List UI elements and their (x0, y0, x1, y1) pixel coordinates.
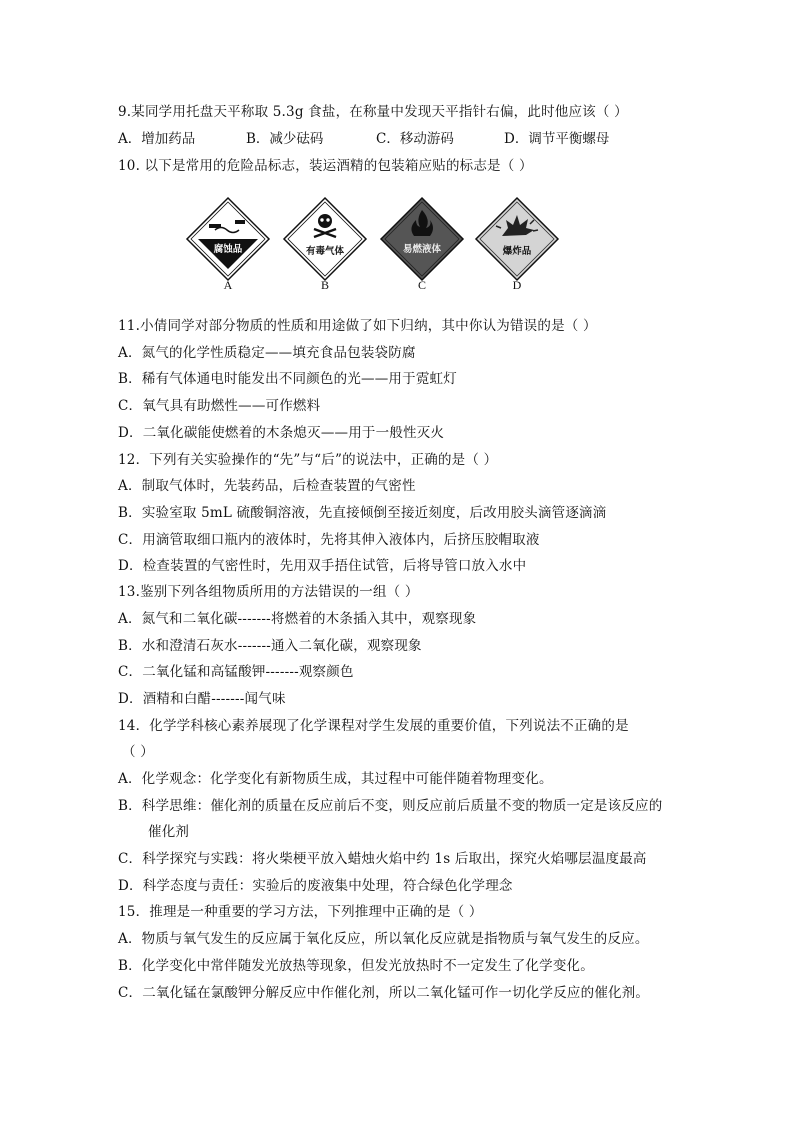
sign-a-letter: A (223, 278, 233, 292)
q9-option-a: A．增加药品 (118, 131, 196, 147)
sign-b-letter: B (320, 278, 329, 292)
q15-stem: 15．推理是一种重要的学习方法，下列推理中正确的是（ ） (118, 904, 483, 920)
q11-option-d: D．二氧化碳能使燃着的木条熄灭——用于一般性灭火 (118, 425, 445, 441)
explosion-icon (474, 196, 560, 282)
q9-option-b: B．减少砝码 (246, 131, 324, 147)
skull-crossbones-icon (282, 196, 368, 282)
q12-option-d: D．检查装置的气密性时，先用双手捂住试管，后将导管口放入水中 (118, 558, 527, 574)
sign-d-letter: D (512, 278, 522, 292)
sign-c-flammable-liquid (379, 196, 465, 292)
hazard-signs (180, 196, 560, 296)
q14-option-c: C．科学探究与实践：将火柴梗平放入蜡烛火焰中约 1s 后取出，探究火焰哪层温度最高 (118, 851, 647, 867)
sign-d-explosive (474, 196, 560, 292)
corrosive-icon (185, 196, 271, 282)
q12-option-a: A．制取气体时，先装药品，后检查装置的气密性 (118, 478, 416, 494)
sign-d-label: 爆炸品 (502, 246, 532, 257)
sign-a-label: 腐蚀品 (213, 244, 243, 255)
sign-c-label: 易燃液体 (402, 244, 442, 255)
q11-option-c: C．氧气具有助燃性——可作燃料 (118, 398, 321, 414)
flame-icon (379, 196, 465, 282)
q14-option-b: B．科学思维：催化剂的质量在反应前后不变，则反应前后质量不变的物质一定是该反应的 (118, 798, 663, 814)
q14-stem: 14．化学学科核心素养展现了化学课程对学生发展的重要价值，下列说法不正确的是 (118, 718, 629, 734)
q15-option-b: B．化学变化中常伴随发光放热等现象，但发光放热时不一定发生了化学变化。 (118, 958, 594, 974)
q13-option-d: D．酒精和白醋-------闻气味 (118, 691, 286, 707)
sign-b-toxic-gas (282, 196, 368, 292)
q14-option-a: A．化学观念：化学变化有新物质生成，其过程中可能伴随着物理变化。 (118, 771, 553, 787)
q13-option-b: B．水和澄清石灰水-------通入二氧化碳，观察现象 (118, 638, 422, 654)
q10-stem: 10. 以下是常用的危险品标志，装运酒精的包装箱应贴的标志是（ ） (118, 158, 533, 174)
q13-option-c: C．二氧化锰和高锰酸钾-------观察颜色 (118, 664, 354, 680)
q11-stem: 11.小倩同学对部分物质的性质和用途做了如下归纳，其中你认为错误的是（ ） (118, 318, 597, 334)
q9-options (118, 129, 638, 149)
q11-option-b: B．稀有气体通电时能发出不同颜色的光——用于霓虹灯 (118, 371, 457, 387)
q14-stem-paren: （ ） (122, 744, 154, 760)
q9-stem: 9.某同学用托盘天平称取 5.3g 食盐，在称量中发现天平指针右偏，此时他应该（ ） (118, 104, 628, 120)
q14-option-d: D．科学态度与责任：实验后的废液集中处理，符合绿色化学理念 (118, 878, 513, 894)
q13-option-a: A．氮气和二氧化碳-------将燃着的木条插入其中，观察现象 (118, 611, 477, 627)
q9-option-d: D．调节平衡螺母 (504, 131, 610, 147)
q15-option-a: A．物质与氧气发生的反应属于氧化反应，所以氧化反应就是指物质与氧气发生的反应。 (118, 931, 649, 947)
sign-b-label: 有毒气体 (305, 246, 345, 257)
q9-option-c: C．移动游码 (376, 131, 454, 147)
q12-stem: 12．下列有关实验操作的“先”与“后”的说法中，正确的是（ ） (118, 452, 498, 468)
q13-stem: 13.鉴别下列各组物质所用的方法错误的一组（ ） (118, 584, 419, 600)
q11-option-a: A．氮气的化学性质稳定——填充食品包装袋防腐 (118, 345, 416, 361)
sign-a-corrosive (185, 196, 271, 292)
q12-option-b: B．实验室取 5mL 硫酸铜溶液，先直接倾倒至接近刻度，后改用胶头滴管逐滴滴 (118, 505, 607, 521)
q14-option-b-cont: 催化剂 (148, 824, 190, 840)
q15-option-c: C．二氧化锰在氯酸钾分解反应中作催化剂，所以二氧化锰可作一切化学反应的催化剂。 (118, 985, 650, 1001)
q12-option-c: C．用滴管取细口瓶内的液体时，先将其伸入液体内，后挤压胶帽取液 (118, 532, 540, 548)
sign-c-letter: C (417, 278, 426, 292)
